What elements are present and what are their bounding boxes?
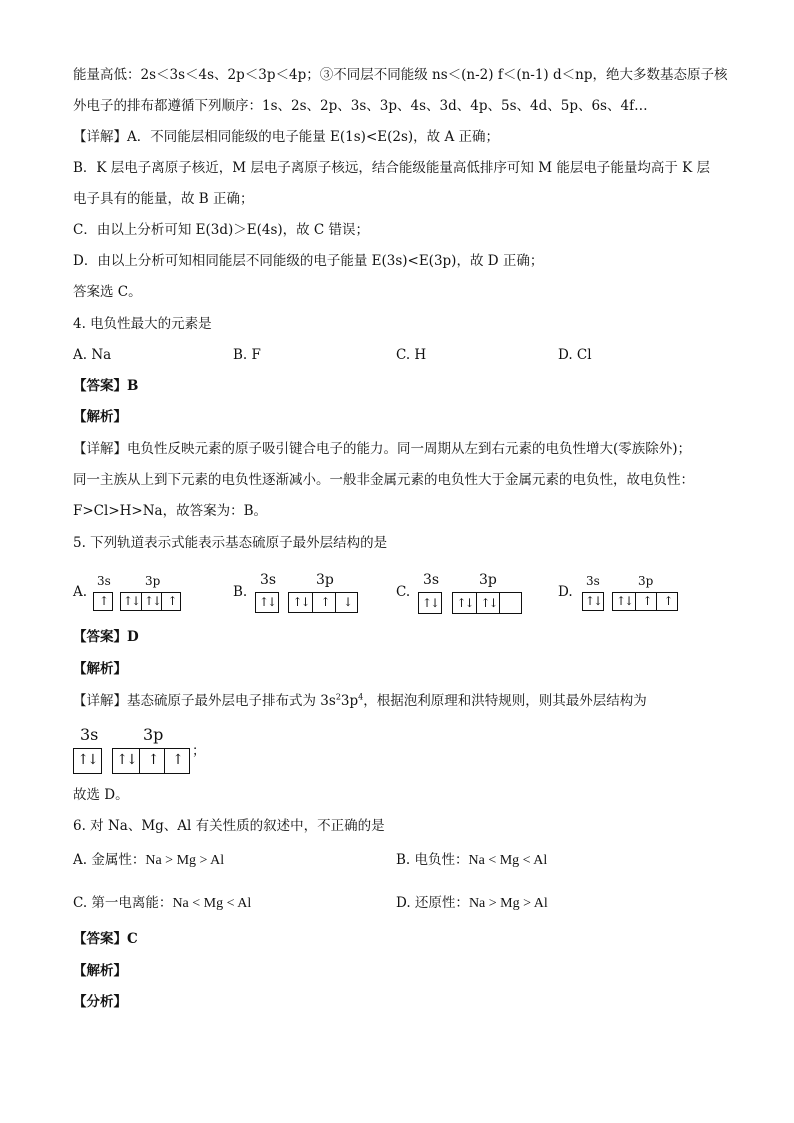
option-letter: A. xyxy=(73,584,88,600)
orbital-cell: ↑↓ xyxy=(476,593,500,613)
option-letter: B. xyxy=(233,584,248,600)
option-b xyxy=(396,851,547,870)
orbital-box-3s xyxy=(93,592,113,611)
orbital-cell: ↑↓ xyxy=(292,595,309,609)
option-d xyxy=(396,894,548,913)
orbital-box-3s xyxy=(582,592,604,611)
detail-text: 【详解】电负性反映元素的原子吸引键合电子的能力。同一周期从左到右元素的电负性增大(零族除外)； xyxy=(73,441,692,457)
option-b: B. F xyxy=(233,347,261,363)
orbital-cell: ↑↓ xyxy=(421,596,439,610)
orbital-label-3s: 3s xyxy=(586,574,600,588)
text-line: 外电子的排布都遵循下列顺序：1s、2s、2p、3s、3p、4s、3d、4p、5s、4d、5p、6s、4f… xyxy=(73,98,648,114)
orbital-cell: ↑↓ xyxy=(77,752,97,768)
orbital-cell: ↑↓ xyxy=(122,594,140,608)
orbital-box-3s xyxy=(255,592,279,613)
text-line: B．K 层电子离原子核近，M 层电子离原子核远，结合能级能量高低排序可知 M 能层电子能量均高于 K 层 xyxy=(73,160,710,176)
orbital-box-3p xyxy=(112,748,190,774)
text-line: 能量高低：2s＜3s＜4s、2p＜3p＜4p；③不同层不同能级 ns＜(n-2) f＜(n-1) d＜np，绝大多数基态原子核 xyxy=(73,67,728,83)
orbital-cell: ↑ xyxy=(98,594,108,608)
orbital-cell: ↑ xyxy=(312,593,336,612)
orbital-box-3p xyxy=(452,592,522,614)
orbital-cell: ↓ xyxy=(335,593,358,612)
option-expression: Na > Mg > Al xyxy=(145,853,225,868)
detail-mid: 3p xyxy=(340,693,359,709)
option-letter: C. xyxy=(396,584,411,600)
orbital-cell: ↑ xyxy=(139,749,165,773)
orbital-label-3p: 3p xyxy=(145,574,161,588)
option-a xyxy=(73,851,224,870)
analysis-label: 【解析】 xyxy=(73,409,127,425)
orbital-label-3s: 3s xyxy=(260,572,277,588)
analysis-label: 【解析】 xyxy=(73,661,127,677)
analysis-label: 【解析】 xyxy=(73,963,127,979)
detail-text: 同一主族从上到下元素的电负性逐渐减小。一般非金属元素的电负性大于金属元素的电负性，故电负性： xyxy=(73,472,694,488)
option-letter: D. xyxy=(558,584,573,600)
text-line: 答案选 C。 xyxy=(73,284,142,300)
orbital-cell: ↑↓ xyxy=(456,596,473,610)
orbital-cell: ↑↓ xyxy=(258,595,276,609)
orbital-box-3s xyxy=(418,592,442,614)
orbital-cell: ↑↓ xyxy=(615,594,633,608)
question-stem: 6. 对 Na、Mg、Al 有关性质的叙述中，不正确的是 xyxy=(73,818,385,834)
answer-label: 【答案】D xyxy=(73,629,139,645)
orbital-cell: ↑ xyxy=(161,593,181,610)
orbital-label-3p: 3p xyxy=(316,572,334,588)
detail-suffix: ，根据泡利原理和洪特规则，则其最外层结构为 xyxy=(363,693,647,709)
orbital-cell: ↑ xyxy=(635,593,657,610)
option-label: D. 还原性： xyxy=(396,895,469,911)
orbital-label-3p: 3p xyxy=(479,572,497,588)
text-line: D．由以上分析可知相同能层不同能级的电子能量 E(3s)<E(3p)，故 D 正确； xyxy=(73,253,544,269)
superscript: 4 xyxy=(358,692,364,702)
conclusion-text: 故选 D。 xyxy=(73,787,129,803)
option-expression: Na < Mg < Al xyxy=(172,896,252,911)
orbital-label-3s: 3s xyxy=(423,572,440,588)
orbital-box-3p xyxy=(288,592,358,613)
punctuation: ； xyxy=(192,743,206,759)
text-line: C．由以上分析可知 E(3d)＞E(4s)，故 C 错误； xyxy=(73,222,370,238)
option-d: D. Cl xyxy=(558,347,592,363)
answer-label: 【答案】B xyxy=(73,378,139,394)
orbital-cell: ↑↓ xyxy=(584,594,602,608)
orbital-cell: ↑↓ xyxy=(116,752,136,768)
orbital-label-3p: 3p xyxy=(638,574,654,588)
option-label: A. 金属性： xyxy=(73,852,146,868)
option-a: A. Na xyxy=(73,347,112,363)
orbital-box-3p xyxy=(120,592,181,611)
option-c xyxy=(73,894,251,913)
question-stem: 5. 下列轨道表示式能表示基态硫原子最外层结构的是 xyxy=(73,535,388,551)
option-label: B. 电负性： xyxy=(396,852,469,868)
orbital-cell: ↑↓ xyxy=(141,593,162,610)
text-line: 【详解】A．不同能层相同能级的电子能量 E(1s)<E(2s)，故 A 正确； xyxy=(73,129,499,145)
detail-text xyxy=(73,692,647,710)
orbital-cell xyxy=(499,593,522,613)
orbital-box-3p xyxy=(612,592,678,611)
orbital-label-3s: 3s xyxy=(97,574,111,588)
question-stem: 4. 电负性最大的元素是 xyxy=(73,316,212,332)
orbital-cell: ↑ xyxy=(656,593,678,610)
option-expression: Na < Mg < Al xyxy=(468,853,548,868)
orbital-label-3s: 3s xyxy=(80,725,99,744)
orbital-label-3p: 3p xyxy=(143,725,164,744)
option-label: C. 第一电离能： xyxy=(73,895,173,911)
fenxi-label: 【分析】 xyxy=(73,994,127,1010)
answer-label: 【答案】C xyxy=(73,931,138,947)
orbital-box-3s xyxy=(73,748,102,774)
orbital-cell: ↑ xyxy=(164,749,189,773)
option-c: C. H xyxy=(396,347,427,363)
superscript: 2 xyxy=(335,692,341,702)
text-line: 电子具有的能量，故 B 正确； xyxy=(73,191,254,207)
detail-text: F>Cl>H>Na，故答案为：B。 xyxy=(73,503,268,519)
option-expression: Na > Mg > Al xyxy=(468,896,548,911)
detail-prefix: 【详解】基态硫原子最外层电子排布式为 3s xyxy=(73,693,336,709)
